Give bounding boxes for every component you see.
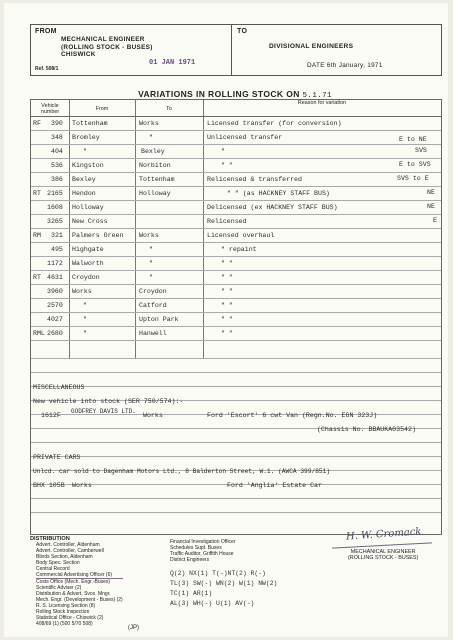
row-rule [31, 256, 441, 257]
col-header-vehicle [31, 103, 69, 115]
distribution-item: 408/69 (1) (500 5/70 508) [36, 621, 93, 627]
vehicle-class: RML [33, 330, 45, 337]
distribution-item: Body Spec. Section [36, 560, 80, 566]
vehicle-number: 536 [51, 162, 63, 169]
row-rule [31, 312, 441, 313]
row-rule [31, 372, 441, 373]
row-reason: " " [221, 316, 233, 323]
distribution-item: Schedules Supt. Buses [170, 545, 222, 551]
vehicle-number: 321 [51, 232, 63, 239]
misc-to: Works [143, 412, 163, 419]
row-reason: Relicensed [207, 218, 247, 225]
row-from: Works [72, 288, 92, 295]
row-reason: Unlicensed transfer [207, 134, 283, 141]
row-district: E [433, 217, 437, 224]
vehicle-number: 4631 [47, 274, 63, 281]
col-header-from: From [95, 106, 109, 112]
row-to: " [149, 274, 153, 281]
distribution-item: District Engineers [170, 557, 210, 563]
row-rule [31, 144, 441, 145]
col-divider [135, 100, 136, 358]
from-block [61, 36, 153, 59]
row-reason: " " [221, 302, 233, 309]
col-divider [69, 100, 70, 358]
row-from: Walworth [72, 260, 104, 267]
vehicle-number: 2680 [47, 330, 63, 337]
signature-title [348, 549, 418, 561]
row-to: Croydon [139, 288, 167, 295]
row-to: Tottenham [139, 176, 175, 183]
vehicle-number: 4027 [47, 316, 63, 323]
signature-line: (ROLLING STOCK - BUSES) [348, 555, 419, 561]
row-to: " [149, 260, 153, 267]
distribution-item: Central Record [36, 566, 70, 572]
code-line: TL(3) SW(-) WN(2) W(1) NW(2) [170, 580, 278, 587]
distribution-item: Commercial Advertising Officer (6) [36, 572, 123, 579]
vehicle-class: RF [33, 120, 41, 127]
col-header-line: Vehicle [41, 103, 59, 109]
row-to: " [149, 246, 153, 253]
row-from: Hendon [72, 190, 96, 197]
row-from: " [83, 330, 87, 337]
signature: H. W. Cromack [345, 526, 422, 543]
row-district: SVS [415, 147, 427, 154]
distribution-item: Costs Office (Mech. Engr.-Buses) [36, 579, 111, 585]
row-rule [31, 228, 441, 229]
row-from: Highgate [72, 246, 104, 253]
row-reason: Licensed transfer (for conversion) [207, 120, 342, 127]
depot-codes [170, 569, 277, 609]
row-reason: " [221, 148, 225, 155]
vehicle-number: 3960 [47, 288, 63, 295]
variations-table [30, 99, 442, 535]
title-text: VARIATIONS IN ROLLING STOCK ON [138, 89, 300, 99]
row-to: Upton Park [139, 316, 179, 323]
misc-line: New vehicle into stock (SER 750/574):- [33, 398, 184, 405]
distribution-list [30, 536, 123, 627]
vehicle-number: 390 [51, 120, 63, 127]
row-to: Catford [139, 302, 167, 309]
row-to: Bexley [141, 148, 165, 155]
col-header-line: number [40, 109, 60, 115]
private-from: Works [72, 482, 92, 489]
distribution-item: Financial Investigation Officer [170, 539, 236, 545]
private-vehicle: BHX 105B [33, 482, 65, 489]
vehicle-number: 1172 [47, 260, 63, 267]
to-label: TO [237, 28, 248, 35]
vehicle-class: RT [33, 274, 41, 281]
row-rule [31, 512, 441, 513]
from-label: FROM [35, 28, 57, 35]
row-rule [31, 200, 441, 201]
vehicle-number: 386 [51, 176, 63, 183]
row-reason: " " [221, 288, 233, 295]
distribution-item: Advert. Controller, Camberwell [36, 548, 104, 554]
row-reason: " " [221, 274, 233, 281]
row-from: " [83, 302, 87, 309]
row-from: Palmers Green [72, 232, 124, 239]
vehicle-number: 3265 [47, 218, 63, 225]
to-value: DIVISIONAL ENGINEERS [269, 43, 354, 50]
row-reason: " " [221, 162, 233, 169]
col-header-reason: Reason for variation [297, 100, 347, 106]
row-from: Croydon [72, 274, 100, 281]
row-reason: Licensed overhaul [207, 232, 275, 239]
document-sheet [4, 3, 448, 637]
row-to: " [149, 134, 153, 141]
row-from: Holloway [72, 204, 104, 211]
row-rule [31, 456, 441, 457]
row-reason: " " [221, 260, 233, 267]
typist-initials: (JP) [128, 625, 139, 631]
row-rule [31, 326, 441, 327]
vehicle-number: 404 [51, 148, 63, 155]
distribution-item: Traffic Auditor, Griffith House [170, 551, 234, 557]
distribution-item: Statistical Office - Chiswick (2) [36, 615, 104, 621]
header-rule [31, 116, 441, 117]
row-from: " [83, 148, 87, 155]
distribution-item: Blinds Section, Aldenham [36, 554, 93, 560]
private-reason: Ford 'Anglia' Estate Car [227, 482, 322, 489]
vehicle-class: RM [33, 232, 41, 239]
row-to: Norbiton [139, 162, 171, 169]
row-reason: " repaint [221, 246, 257, 253]
row-rule [31, 214, 441, 215]
private-line: Unlcd. car sold to Dagenham Motors Ltd., 8 Balderton Street, W.1. (AWCA 399/851) [33, 468, 331, 475]
row-rule [31, 186, 441, 187]
from-line: (ROLLING STOCK - BUSES) [61, 43, 153, 51]
row-reason: Delicensed (ex HACKNEY STAFF BUS) [207, 204, 338, 211]
row-from: Bexley [72, 176, 96, 183]
row-reason: Relicensed & transferred [207, 176, 302, 183]
distribution-item: Scientific Adviser (2) [36, 585, 82, 591]
col-divider [203, 100, 204, 358]
row-district: SVS to E [397, 175, 429, 182]
row-rule [31, 386, 441, 387]
row-from: Kingston [72, 162, 104, 169]
row-reason: " " (as HACKNEY STAFF BUS) [227, 190, 330, 197]
row-rule [31, 298, 441, 299]
row-rule [31, 340, 441, 341]
document-date: DATE 6th January, 1971 [307, 62, 383, 69]
distribution-col1 [30, 542, 123, 627]
row-rule [31, 130, 441, 131]
row-from: " [83, 316, 87, 323]
vehicle-number: 2165 [47, 190, 63, 197]
row-to: Hanwell [139, 330, 167, 337]
row-to: Works [139, 120, 159, 127]
row-rule [31, 172, 441, 173]
row-to: Works [139, 232, 159, 239]
code-line: TC(1) AR(1) [170, 590, 213, 597]
row-to: Holloway [139, 190, 171, 197]
signature-flourish [332, 542, 432, 548]
row-rule [31, 158, 441, 159]
col-header-to: To [166, 106, 172, 112]
distribution-item: Rolling Stock Inspection [36, 609, 90, 615]
row-from: New Cross [72, 218, 108, 225]
row-district: E to NE [399, 136, 427, 143]
row-from: Tottenham [72, 120, 108, 127]
from-line: CHISWICK [61, 51, 96, 58]
signature-line: MECHANICAL ENGINEER [350, 549, 416, 555]
row-from: Bromley [72, 134, 100, 141]
row-district: NE [427, 203, 435, 210]
header-divider [231, 25, 232, 75]
row-rule [31, 284, 441, 285]
distribution-item: R. S. Licensing Section (8) [36, 603, 96, 609]
distribution-col2 [170, 539, 236, 563]
vehicle-number: 495 [51, 246, 63, 253]
row-rule [31, 242, 441, 243]
private-heading: PRIVATE CARS [33, 454, 81, 461]
received-stamp: 01 JAN 1971 [149, 59, 196, 67]
code-line: Q(2) NX(1) T(-)NT(2) R(-) [170, 570, 266, 577]
misc-reason: Ford 'Escort' 6 cwt Van (Regn.No. EGN 323J) [207, 412, 378, 419]
vehicle-number: 348 [51, 134, 63, 141]
code-line: AL(3) WH(-) U(1) AV(-) [170, 600, 255, 607]
vehicle-number: 1608 [47, 204, 63, 211]
vehicle-class: RT [33, 190, 41, 197]
row-rule [31, 442, 441, 443]
row-reason: " " [221, 330, 233, 337]
row-district: NE [427, 189, 435, 196]
title-date: 5.1.71 [302, 92, 332, 100]
vehicle-number: 2570 [47, 302, 63, 309]
misc-vehicle: 1612F [41, 412, 61, 419]
misc-heading: MISCELLANEOUS [33, 384, 85, 391]
ref-number: Ref. 508/1 [35, 66, 59, 72]
misc-chassis: (Chassis No. BBAUKA03542) [317, 426, 416, 433]
from-line: MECHANICAL ENGINEER [61, 36, 145, 43]
row-district: E to SVS [399, 161, 431, 168]
misc-from: GODFREY DAVIS LTD. [71, 408, 136, 415]
row-rule [31, 498, 441, 499]
row-rule [31, 358, 441, 359]
distribution-item: Mech. Engr. (Development - Buses) (2) [36, 597, 123, 603]
distribution-item: Advert. Controller, Aldenham [36, 542, 100, 548]
row-rule [31, 270, 441, 271]
distribution-item: Distribution & Advert. Svce. Mngr. [36, 591, 111, 597]
header-box [30, 24, 442, 76]
distribution-heading: DISTRIBUTION [30, 536, 70, 542]
